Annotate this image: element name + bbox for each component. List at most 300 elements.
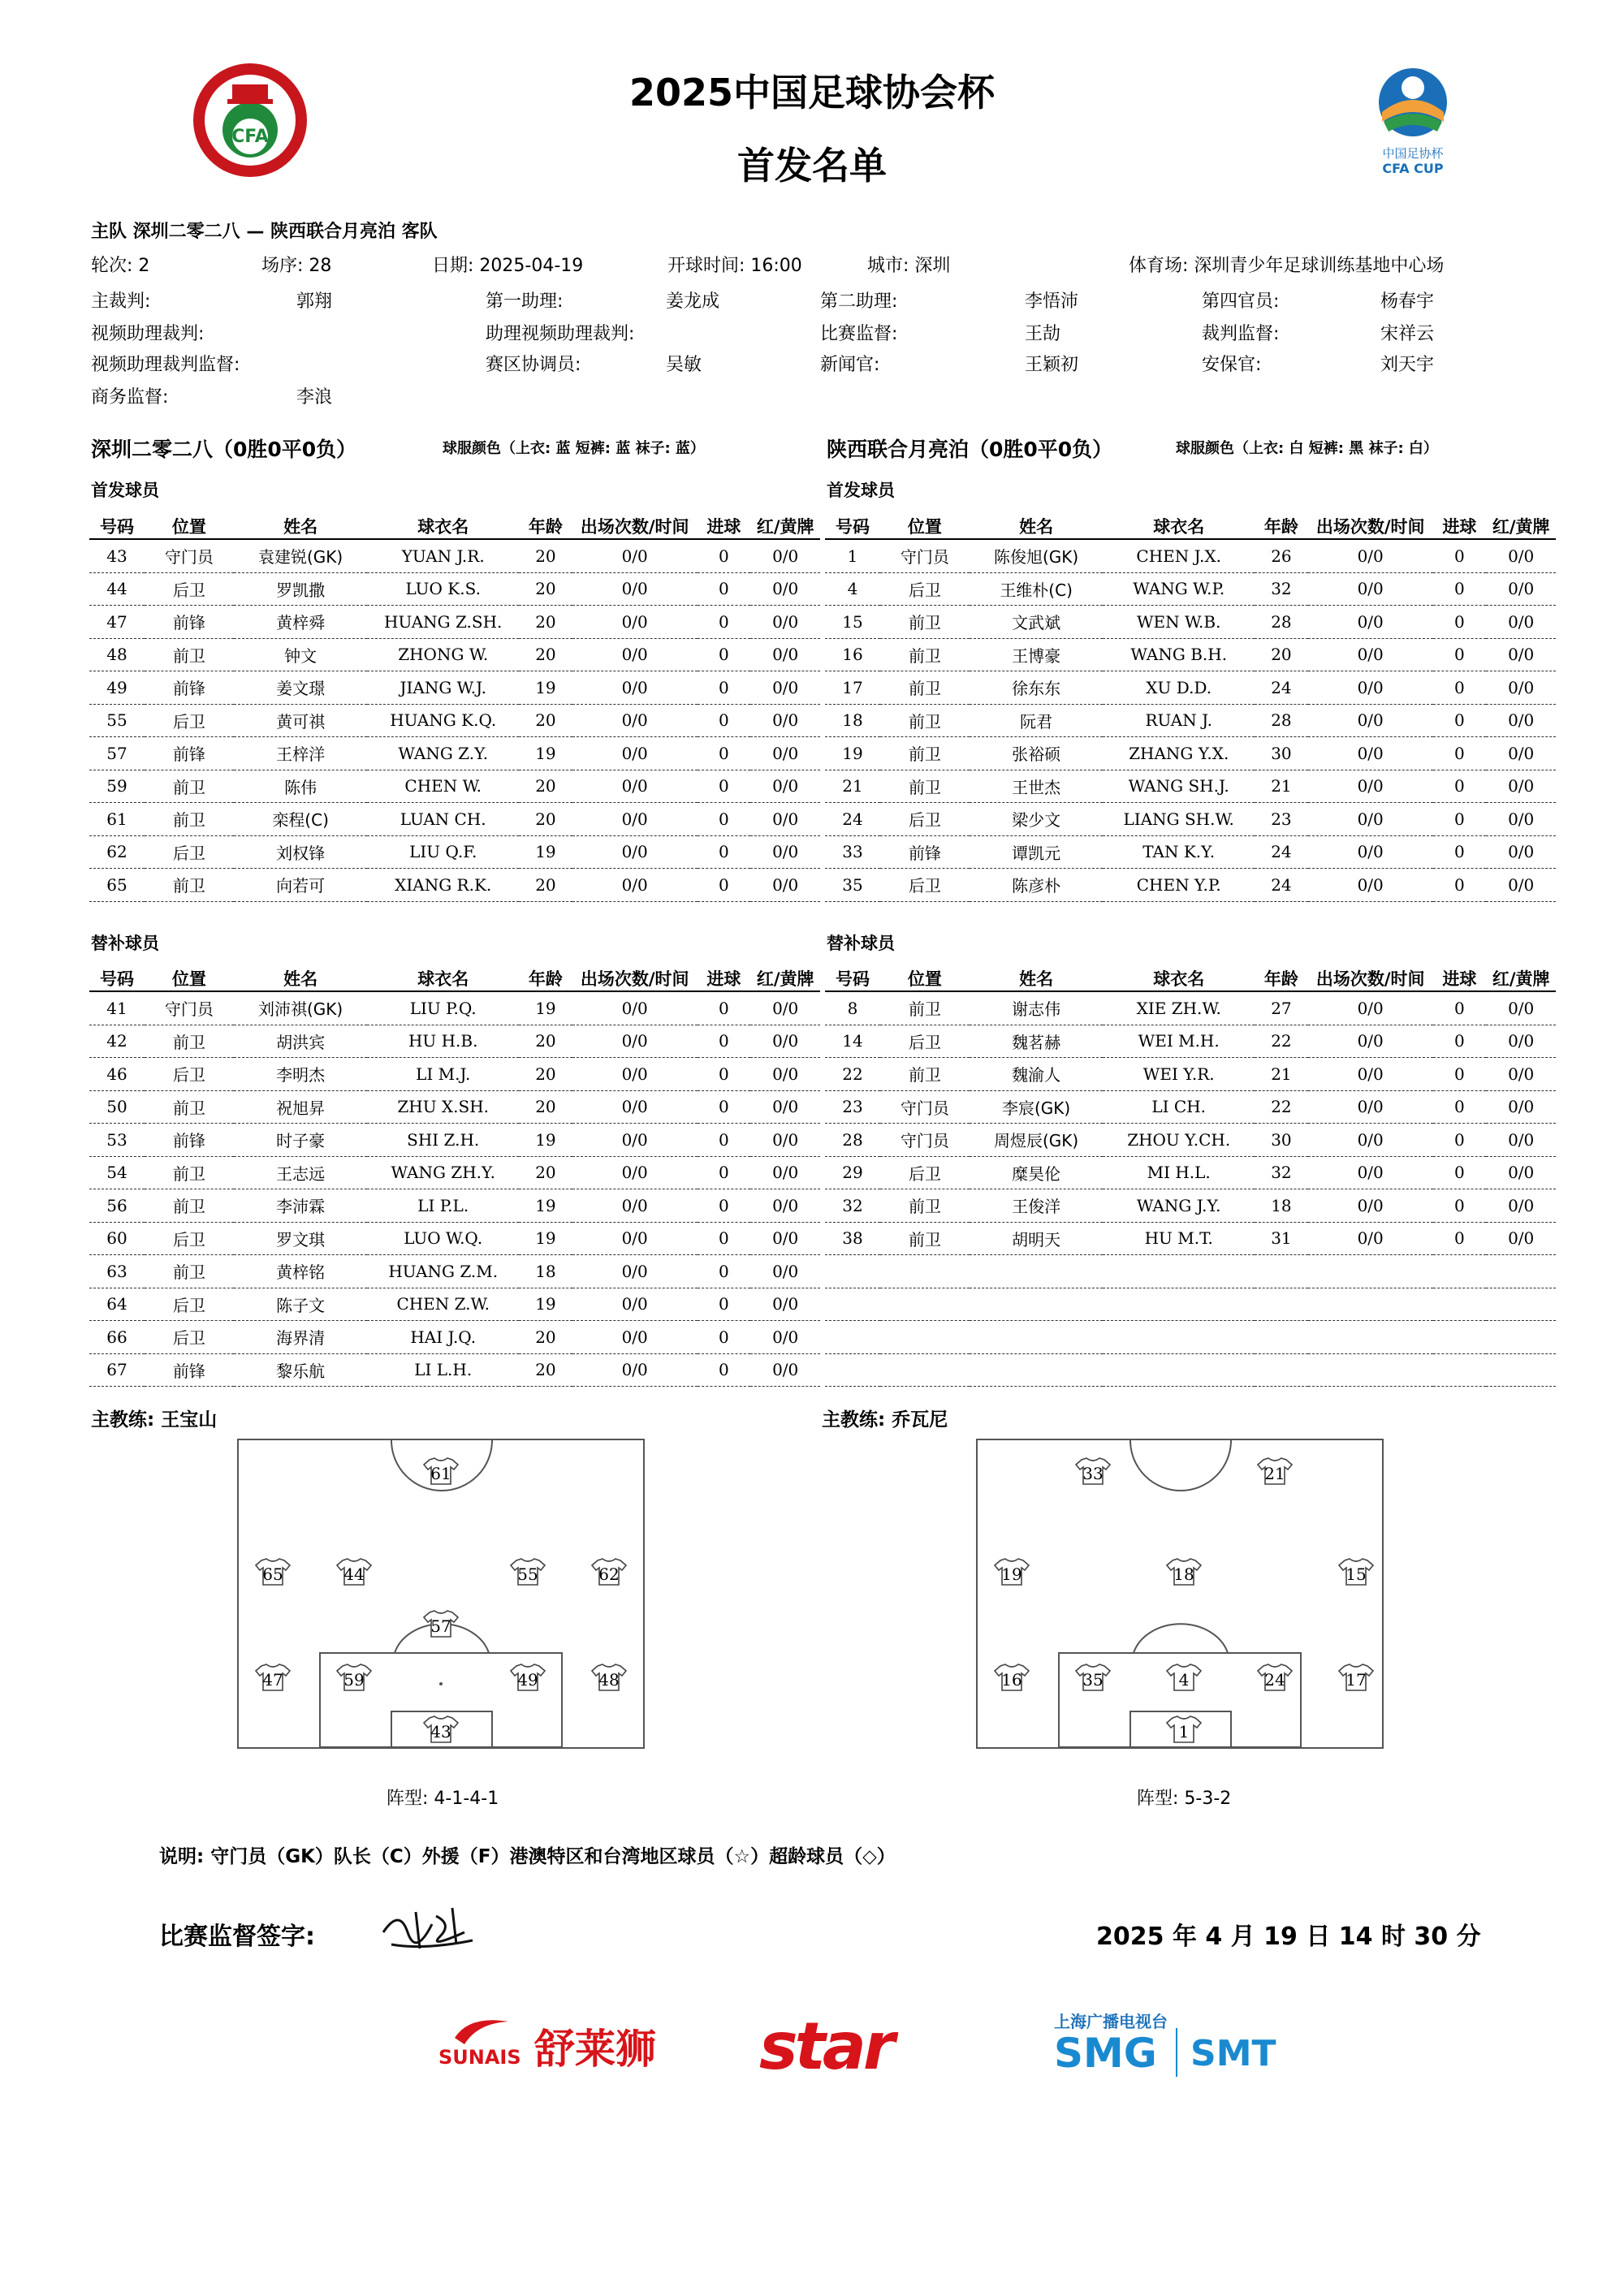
official-value: 郭翔 <box>296 291 333 312</box>
position-cell: 后卫 <box>880 803 970 836</box>
shirt-name-cell: XIE ZH.W. <box>1103 991 1255 1025</box>
appearances-cell: 0/0 <box>1308 539 1433 572</box>
shirt-name-cell: HUANG Z.SH. <box>367 606 519 639</box>
official-value: 王颖初 <box>1025 355 1079 375</box>
empty-cell <box>970 1255 1104 1288</box>
shirt-name-cell: WANG W.P. <box>1103 572 1255 606</box>
shirt-name-cell: ZHOU Y.CH. <box>1103 1124 1255 1157</box>
name-cell: 黄可祺 <box>234 704 368 737</box>
column-header: 号码 <box>825 966 880 991</box>
position-cell: 守门员 <box>880 1124 970 1157</box>
name-cell: 魏茗赫 <box>970 1025 1104 1058</box>
shirt-name-cell: HU M.T. <box>1103 1222 1255 1255</box>
column-header: 姓名 <box>970 966 1104 991</box>
number-cell: 63 <box>89 1255 145 1288</box>
empty-cell <box>1433 1321 1487 1354</box>
cards-cell: 0/0 <box>1486 803 1556 836</box>
goals-cell: 0 <box>1433 770 1487 803</box>
empty-cell <box>825 1321 880 1354</box>
goals-cell: 0 <box>1433 638 1487 671</box>
position-cell: 前锋 <box>145 606 234 639</box>
name-cell: 徐东东 <box>970 671 1104 705</box>
cards-cell: 0/0 <box>1486 991 1556 1025</box>
empty-cell <box>1255 1321 1308 1354</box>
empty-cell <box>825 1255 880 1288</box>
number-cell: 28 <box>825 1124 880 1157</box>
player-shirt-icon <box>1166 1715 1202 1744</box>
name-cell: 栾程(C) <box>234 803 368 836</box>
appearances-cell: 0/0 <box>572 1255 698 1288</box>
appearances-cell: 0/0 <box>1308 1090 1433 1124</box>
sponsor-sunais <box>438 2013 674 2073</box>
age-cell: 24 <box>1255 835 1308 869</box>
position-cell: 前卫 <box>145 1156 234 1189</box>
table-row <box>825 835 1556 869</box>
cards-cell: 0/0 <box>750 770 820 803</box>
cards-cell: 0/0 <box>750 991 820 1025</box>
goals-cell: 0 <box>698 737 751 770</box>
home-starters-table <box>89 514 820 902</box>
goals-cell: 0 <box>1433 869 1487 902</box>
stadium: 体育场: 深圳青少年足球训练基地中心场 <box>1129 256 1445 276</box>
shirt-number: 35 <box>1082 1670 1104 1690</box>
empty-cell <box>1486 1288 1556 1321</box>
official-value: 吴敏 <box>666 355 702 375</box>
official-label: 裁判监督: <box>1202 324 1280 344</box>
cfa-logo-text: CFA <box>231 127 269 147</box>
cards-cell: 0/0 <box>750 1156 820 1189</box>
name-cell: 糜昊伦 <box>970 1156 1104 1189</box>
name-cell: 李沛霖 <box>234 1189 368 1223</box>
table-row <box>89 1156 820 1189</box>
appearances-cell: 0/0 <box>572 770 698 803</box>
position-cell: 后卫 <box>145 1222 234 1255</box>
shirt-number: 62 <box>598 1564 620 1584</box>
shirt-name-cell: XU D.D. <box>1103 671 1255 705</box>
appearances-cell: 0/0 <box>572 671 698 705</box>
signature-label: 比赛监督签字: <box>159 1923 315 1951</box>
official-label: 助理视频助理裁判: <box>486 324 635 344</box>
position-cell: 前卫 <box>145 803 234 836</box>
cards-cell: 0/0 <box>750 835 820 869</box>
shirt-number: 18 <box>1173 1564 1194 1584</box>
home-subs-label: 替补球员 <box>91 934 159 953</box>
table-row <box>825 803 1556 836</box>
number-cell: 65 <box>89 869 145 902</box>
table-row <box>825 1058 1556 1091</box>
shirt-name-cell: LI L.H. <box>367 1353 519 1387</box>
page-subtitle: 首发名单 <box>737 144 887 188</box>
column-header: 球衣名 <box>367 514 519 539</box>
official-label: 第一助理: <box>486 291 564 312</box>
shirt-number: 49 <box>517 1670 538 1690</box>
appearances-cell: 0/0 <box>1308 638 1433 671</box>
shirt-name-cell: CHEN Z.W. <box>367 1288 519 1321</box>
number-cell: 32 <box>825 1189 880 1223</box>
table-row <box>825 1090 1556 1124</box>
goals-cell: 0 <box>698 572 751 606</box>
age-cell: 20 <box>519 1156 572 1189</box>
number-cell: 57 <box>89 737 145 770</box>
table-row <box>89 803 820 836</box>
player-shirt-icon <box>1075 1457 1111 1486</box>
age-cell: 21 <box>1255 1058 1308 1091</box>
position-cell: 前卫 <box>880 1058 970 1091</box>
table-row <box>89 1189 820 1223</box>
shirt-number: 17 <box>1345 1670 1367 1690</box>
table-row <box>825 606 1556 639</box>
table-row <box>89 1255 820 1288</box>
column-header: 球衣名 <box>1103 514 1255 539</box>
appearances-cell: 0/0 <box>1308 1025 1433 1058</box>
age-cell: 20 <box>519 572 572 606</box>
appearances-cell: 0/0 <box>1308 1058 1433 1091</box>
table-row <box>89 671 820 705</box>
number-cell: 53 <box>89 1124 145 1157</box>
shirt-name-cell: XIANG R.K. <box>367 869 519 902</box>
age-cell: 24 <box>1255 869 1308 902</box>
cards-cell: 0/0 <box>750 671 820 705</box>
position-cell: 前卫 <box>145 1090 234 1124</box>
empty-cell <box>1103 1353 1255 1387</box>
empty-cell <box>825 1353 880 1387</box>
goals-cell: 0 <box>1433 991 1487 1025</box>
goals-cell: 0 <box>698 1321 751 1354</box>
position-cell: 前卫 <box>145 770 234 803</box>
official-label: 赛区协调员: <box>486 355 581 375</box>
shirt-name-cell: MI H.L. <box>1103 1156 1255 1189</box>
shirt-number: 61 <box>430 1464 451 1483</box>
table-row <box>825 572 1556 606</box>
cards-cell: 0/0 <box>1486 572 1556 606</box>
name-cell: 张裕硕 <box>970 737 1104 770</box>
column-header: 号码 <box>89 514 145 539</box>
age-cell: 20 <box>519 1353 572 1387</box>
shirt-name-cell: HAI J.Q. <box>367 1321 519 1354</box>
number-cell: 56 <box>89 1189 145 1223</box>
appearances-cell: 0/0 <box>572 737 698 770</box>
name-cell: 时子豪 <box>234 1124 368 1157</box>
table-row <box>825 1222 1556 1255</box>
cards-cell: 0/0 <box>750 1025 820 1058</box>
appearances-cell: 0/0 <box>1308 991 1433 1025</box>
age-cell: 20 <box>519 638 572 671</box>
appearances-cell: 0/0 <box>572 1321 698 1354</box>
number-cell: 61 <box>89 803 145 836</box>
goals-cell: 0 <box>1433 704 1487 737</box>
away-formation-pitch <box>976 1439 1384 1749</box>
number-cell: 22 <box>825 1058 880 1091</box>
name-cell: 罗文琪 <box>234 1222 368 1255</box>
age-cell: 18 <box>1255 1189 1308 1223</box>
number-cell: 23 <box>825 1090 880 1124</box>
away-coach: 主教练: 乔瓦尼 <box>822 1409 948 1431</box>
name-cell: 刘权锋 <box>234 835 368 869</box>
name-cell: 文武斌 <box>970 606 1104 639</box>
cards-cell: 0/0 <box>1486 1090 1556 1124</box>
empty-cell <box>970 1321 1104 1354</box>
shirt-name-cell: WEI M.H. <box>1103 1025 1255 1058</box>
goals-cell: 0 <box>1433 1156 1487 1189</box>
position-cell: 前锋 <box>880 835 970 869</box>
goals-cell: 0 <box>698 869 751 902</box>
empty-row <box>825 1321 1556 1354</box>
shirt-number: 4 <box>1178 1670 1190 1690</box>
appearances-cell: 0/0 <box>1308 1222 1433 1255</box>
goals-cell: 0 <box>1433 606 1487 639</box>
home-subs-table <box>89 966 820 1387</box>
empty-row <box>825 1353 1556 1387</box>
age-cell: 19 <box>519 1189 572 1223</box>
cards-cell: 0/0 <box>750 1288 820 1321</box>
name-cell: 袁建锐(GK) <box>234 539 368 572</box>
age-cell: 19 <box>519 671 572 705</box>
table-row <box>89 869 820 902</box>
table-row <box>825 704 1556 737</box>
goals-cell: 0 <box>698 991 751 1025</box>
column-header: 出场次数/时间 <box>1308 514 1433 539</box>
table-header <box>89 966 820 991</box>
appearances-cell: 0/0 <box>1308 572 1433 606</box>
name-cell: 魏渝人 <box>970 1058 1104 1091</box>
appearances-cell: 0/0 <box>1308 1189 1433 1223</box>
column-header: 号码 <box>825 514 880 539</box>
name-cell: 王世杰 <box>970 770 1104 803</box>
position-cell: 前卫 <box>145 1189 234 1223</box>
position-cell: 后卫 <box>145 572 234 606</box>
table-row <box>89 539 820 572</box>
appearances-cell: 0/0 <box>572 1090 698 1124</box>
official-label: 安保官: <box>1202 355 1262 375</box>
home-coach: 主教练: 王宝山 <box>91 1409 218 1431</box>
official-label: 主裁判: <box>91 291 151 312</box>
shirt-name-cell: SHI Z.H. <box>367 1124 519 1157</box>
cards-cell: 0/0 <box>1486 737 1556 770</box>
shirt-name-cell: WANG B.H. <box>1103 638 1255 671</box>
column-header: 姓名 <box>234 514 368 539</box>
age-cell: 23 <box>1255 803 1308 836</box>
round: 轮次: 2 <box>91 256 150 276</box>
official-label: 视频助理裁判: <box>91 324 205 344</box>
position-cell: 后卫 <box>145 1058 234 1091</box>
cards-cell: 0/0 <box>750 638 820 671</box>
cards-cell: 0/0 <box>750 1189 820 1223</box>
name-cell: 王俊洋 <box>970 1189 1104 1223</box>
empty-cell <box>880 1353 970 1387</box>
appearances-cell: 0/0 <box>1308 704 1433 737</box>
number-cell: 16 <box>825 638 880 671</box>
player-shirt-icon <box>510 1663 546 1692</box>
appearances-cell: 0/0 <box>572 1189 698 1223</box>
player-shirt-icon <box>994 1663 1030 1692</box>
goals-cell: 0 <box>1433 1090 1487 1124</box>
home-starters-label: 首发球员 <box>91 481 159 500</box>
position-cell: 前卫 <box>880 991 970 1025</box>
shirt-number: 59 <box>343 1670 365 1690</box>
number-cell: 4 <box>825 572 880 606</box>
shirt-number: 15 <box>1345 1564 1367 1584</box>
age-cell: 28 <box>1255 704 1308 737</box>
age-cell: 30 <box>1255 1124 1308 1157</box>
cards-cell: 0/0 <box>1486 1058 1556 1091</box>
column-header: 号码 <box>89 966 145 991</box>
name-cell: 谢志伟 <box>970 991 1104 1025</box>
name-cell: 胡洪宾 <box>234 1025 368 1058</box>
age-cell: 20 <box>1255 638 1308 671</box>
position-cell: 前卫 <box>880 704 970 737</box>
goals-cell: 0 <box>1433 671 1487 705</box>
age-cell: 30 <box>1255 737 1308 770</box>
empty-cell <box>1486 1353 1556 1387</box>
goals-cell: 0 <box>698 1353 751 1387</box>
column-header: 出场次数/时间 <box>1308 966 1433 991</box>
age-cell: 21 <box>1255 770 1308 803</box>
official-value: 李浪 <box>296 387 333 408</box>
number-cell: 60 <box>89 1222 145 1255</box>
position-cell: 前锋 <box>145 671 234 705</box>
table-row <box>89 572 820 606</box>
cards-cell: 0/0 <box>1486 1189 1556 1223</box>
shirt-name-cell: LIU P.Q. <box>367 991 519 1025</box>
empty-cell <box>1433 1255 1487 1288</box>
empty-row <box>825 1288 1556 1321</box>
position-cell: 前卫 <box>145 1255 234 1288</box>
table-row <box>825 869 1556 902</box>
cards-cell: 0/0 <box>750 803 820 836</box>
position-cell: 前锋 <box>145 1353 234 1387</box>
appearances-cell: 0/0 <box>572 835 698 869</box>
empty-cell <box>1255 1353 1308 1387</box>
match-date: 日期: 2025-04-19 <box>432 256 584 276</box>
home-formation: 阵型: 4-1-4-1 <box>387 1789 499 1809</box>
position-cell: 后卫 <box>145 835 234 869</box>
empty-cell <box>1308 1321 1433 1354</box>
column-header: 出场次数/时间 <box>572 514 698 539</box>
teams-line: 主队 深圳二零二八 — 陕西联合月亮泊 客队 <box>91 222 438 242</box>
sponsor-smg-divider <box>1176 2028 1177 2077</box>
cards-cell: 0/0 <box>750 869 820 902</box>
cards-cell: 0/0 <box>750 572 820 606</box>
name-cell: 向若可 <box>234 869 368 902</box>
official-value: 姜龙成 <box>666 291 720 312</box>
number-cell: 15 <box>825 606 880 639</box>
appearances-cell: 0/0 <box>572 869 698 902</box>
empty-cell <box>1308 1255 1433 1288</box>
column-header: 出场次数/时间 <box>572 966 698 991</box>
age-cell: 20 <box>519 869 572 902</box>
empty-cell <box>880 1321 970 1354</box>
position-cell: 后卫 <box>145 1288 234 1321</box>
appearances-cell: 0/0 <box>572 1353 698 1387</box>
shirt-name-cell: HUANG K.Q. <box>367 704 519 737</box>
table-row <box>825 1025 1556 1058</box>
appearances-cell: 0/0 <box>572 1288 698 1321</box>
shirt-name-cell: HU H.B. <box>367 1025 519 1058</box>
name-cell: 祝旭昇 <box>234 1090 368 1124</box>
name-cell: 李明杰 <box>234 1058 368 1091</box>
age-cell: 26 <box>1255 539 1308 572</box>
position-cell: 守门员 <box>145 539 234 572</box>
column-header: 球衣名 <box>367 966 519 991</box>
cards-cell: 0/0 <box>750 1353 820 1387</box>
age-cell: 31 <box>1255 1222 1308 1255</box>
official-label: 视频助理裁判监督: <box>91 355 240 375</box>
shirt-name-cell: LUO W.Q. <box>367 1222 519 1255</box>
number-cell: 8 <box>825 991 880 1025</box>
number-cell: 54 <box>89 1156 145 1189</box>
player-shirt-icon <box>423 1457 459 1486</box>
official-value: 李悟沛 <box>1025 291 1079 312</box>
away-starters-label: 首发球员 <box>827 481 895 500</box>
empty-cell <box>1308 1288 1433 1321</box>
shirt-name-cell: LUO K.S. <box>367 572 519 606</box>
table-row <box>89 606 820 639</box>
empty-cell <box>970 1353 1104 1387</box>
table-header <box>825 966 1556 991</box>
official-label: 比赛监督: <box>820 324 898 344</box>
official-value: 杨春宇 <box>1380 291 1435 312</box>
appearances-cell: 0/0 <box>1308 869 1433 902</box>
goals-cell: 0 <box>1433 1124 1487 1157</box>
table-row <box>825 539 1556 572</box>
player-shirt-icon <box>1338 1663 1374 1692</box>
shirt-name-cell: HUANG Z.M. <box>367 1255 519 1288</box>
cards-cell: 0/0 <box>750 606 820 639</box>
goals-cell: 0 <box>1433 572 1487 606</box>
table-row <box>825 1156 1556 1189</box>
cards-cell: 0/0 <box>1486 671 1556 705</box>
shirt-name-cell: LIANG SH.W. <box>1103 803 1255 836</box>
appearances-cell: 0/0 <box>1308 671 1433 705</box>
legend-note: 说明: 守门员（GK）队长（C）外援（F）港澳特区和台湾地区球员（☆）超龄球员（◇） <box>159 1846 896 1867</box>
player-shirt-icon <box>1338 1557 1374 1586</box>
column-header: 红/黄牌 <box>1486 514 1556 539</box>
table-row <box>89 638 820 671</box>
column-header: 年龄 <box>519 966 572 991</box>
column-header: 红/黄牌 <box>750 514 820 539</box>
name-cell: 钟文 <box>234 638 368 671</box>
appearances-cell: 0/0 <box>1308 835 1433 869</box>
number-cell: 47 <box>89 606 145 639</box>
number-cell: 29 <box>825 1156 880 1189</box>
position-cell: 守门员 <box>145 991 234 1025</box>
goals-cell: 0 <box>698 803 751 836</box>
empty-cell <box>1486 1255 1556 1288</box>
shirt-name-cell: WEI Y.R. <box>1103 1058 1255 1091</box>
number-cell: 44 <box>89 572 145 606</box>
column-header: 姓名 <box>970 514 1104 539</box>
age-cell: 19 <box>519 991 572 1025</box>
sponsor-sunais-en: SUNAIS <box>438 2046 521 2069</box>
number-cell: 48 <box>89 638 145 671</box>
shirt-number: 55 <box>517 1564 538 1584</box>
shirt-name-cell: LI P.L. <box>367 1189 519 1223</box>
age-cell: 20 <box>519 1025 572 1058</box>
cards-cell: 0/0 <box>1486 704 1556 737</box>
position-cell: 后卫 <box>880 572 970 606</box>
table-row <box>89 1321 820 1354</box>
appearances-cell: 0/0 <box>572 991 698 1025</box>
away-subs-label: 替补球员 <box>827 934 895 953</box>
age-cell: 19 <box>519 1222 572 1255</box>
name-cell: 王博豪 <box>970 638 1104 671</box>
shirt-name-cell: LUAN CH. <box>367 803 519 836</box>
age-cell: 32 <box>1255 572 1308 606</box>
table-row <box>89 737 820 770</box>
position-cell: 前卫 <box>880 1189 970 1223</box>
age-cell: 20 <box>519 1090 572 1124</box>
position-cell: 前卫 <box>880 606 970 639</box>
